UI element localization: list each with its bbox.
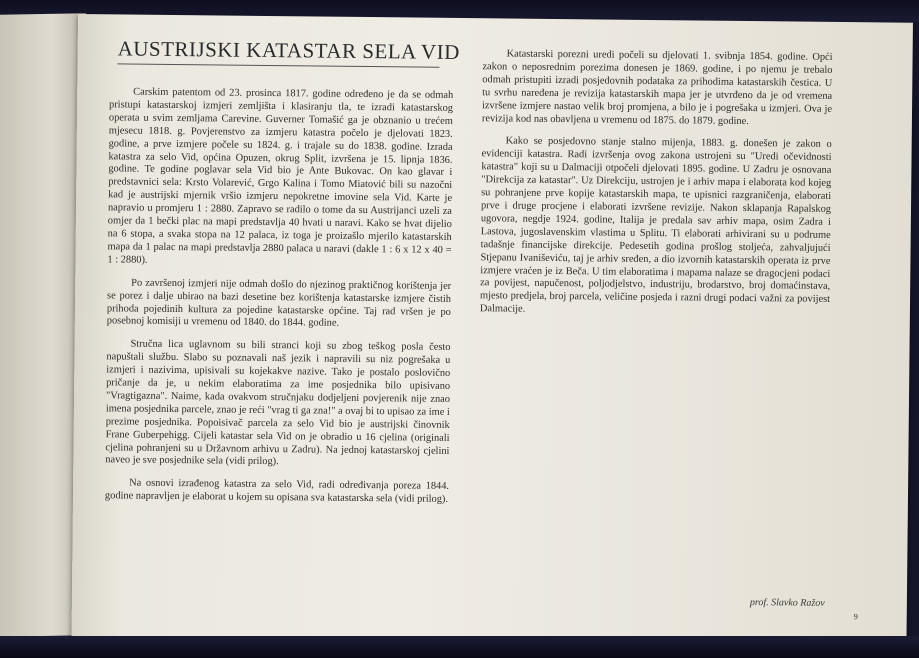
table-surface-bottom (0, 636, 919, 658)
left-column (105, 86, 453, 517)
paragraph-cadastre-evidence: Kako se posjedovno stanje stalno mijenja, 1883. g. donešen je zakon o evidenciji katastra. Radi izvršenja ovog zakona ustrojeni su "Uredi očevidnosti katastra" koji su u Dalmaciji otpočeli djelovati 1895. godine. U Zadru je osnovana "Direkcija za katastar". Uz Direkciju, ustrojen je i arhiv mapa i elaborata kod kojeg su pohranjene prve kopije katastarskih mapa, te upisnici razgraničenja, elaborati prve i druge procjene i elaborati izvršene revizije. Nakon sklapanja Rapalskog ugovora, negdje 1924. godine, Italija je predala sav arhiv mapa, osim Zadra i Lastova, jugoslavenskim vlastima u Splitu. Ti elaborati arhivirani su u podrume tadašnje financijske direkcije. Pedesetih godina prošlog stoljeća, zahvaljujući Stjepanu Ivaniševiću, taj je arhiv sređen, a dio izvornih katastarskih operata iz prve izmjere vraćen je iz Beča. U tim elaboratima i mapama nalaze se dragocjeni podaci za povijest, napučenost, poljodjelstvo, industriju, brodarstvo, broj domaćinstava, mjesto predjela, broj parcela, veličine posjeda i razni drugi podaci važni za povijest Dalmacije. (479, 135, 832, 315)
paragraph-after-survey: Po završenoj izmjeri nije odmah došlo do njezinog praktičnog korištenja jer se porez i dalje ubirao na bazi desetine bez korištenja katastarske izmjere čistih prihoda pojedinih kultura za pojedine katastarske općine. Taj rad vršen je po posebnoj komisiji u vremenu od 1840. do 1844. godine. (106, 277, 452, 330)
right-column (480, 48, 833, 330)
author-signature: prof. Slavko Ražov (749, 597, 825, 609)
paragraph-surveyors: Stručna lica uglavnom su bili stranci koji su zbog teškog posla često napuštali službu. Slabo su poznavali naš jezik i napravili su niz pogrešaka u izmjeri i nazivima, upisivali su kojekakve nazive. Tako je postalo poslovično pričanje da je, u nekim elaboratima za ime posjednika bilo upisivano "Vragtigazna". Naime, kada ovakvom stručnjaku dodjeljeni povjerenik nije znao imena posjednika parcele, znao je reći "vrag ti ga zna!" a ovaj bi to upisao za ime i prezime posjednika. Popoisivač parcela za selo Vid bio je austrijski činovnik Frane Guberpehigg. Cijeli katastar sela Vid on je obradio u 16 cjelina (originali cjelina pohranjeni su u Državnom arhivu u Zadru). Na jednoj katastarskoj cjelini naveo je sve posjednike sela (vidi prilog). (105, 338, 451, 468)
paragraph-cadastral-patent: Carskim patentom od 23. prosinca 1817. godine određeno je da se odmah pristupi katastarskoj izmjeri zemljišta i klasiranju tla, te izradi katastarskog operata u svim zemljama Carevine. Guverner Tomašić ga je obznanio u trećem mjesecu 1818. g. Povjerenstvo za izmjeru katastra počelo je djelovati 1823. godine, a prve izmjere počele su 1824. g. i trajale su do 1838. godine. Izrada katastra za selo Vid, općina Opuzen, okrug Split, izvršena je 15. lipnja 1836. godine. Te godine poglavar sela Vid bio je Ante Bukovac. On kao glavar i predstavnici sela: Krsto Volarević, Grgo Kalina i Tomo Miatović bili su nazočni kad je austrijski mjernik vršio izmjeru nepokretne imovine sela Vid. Karte je napravio u promjeru 1 : 2880. Zapravo se radilo o tome da su Austrijanci uzeli za omjer da 1 bečki plac na mapi predstavlja 40 hvati u naravi. Kako se hvat dijelio na 6 stopa, a svaka stopa na 12 palaca, iz toga je proizašlo mjerilo katastarskih mapa da 1 palac na mapi predstavlja 2880 palaca u naravi (dakle 1 : 6 x 12 x 40 = 1 : 2880). (107, 86, 454, 266)
page-title: AUSTRIJSKI KATASTAR SELA VID (117, 36, 460, 64)
paragraph-tax-elaborate: Na osnovi izrađenog katastra za selo Vid, radi određivanja poreza 1844. godine napravljen je elaborat u kojem su opisana sva katastarska sela (vidi prilog). (104, 477, 450, 506)
book-page (71, 14, 912, 647)
paragraph-tax-offices: Katastarski porezni uredi počeli su djelovati 1. svibnja 1854. godine. Opći zakon o neposrednim porezima donesen je 1869. godine, i po njemu je trebalo odmah pristupiti izradi posjedovnih podataka za prihodima katastarskih čestica. U tu svrhu naređena je revizija katastarskih mapa jer je utvrđeno da je od vremena izvršene izmjere nastao velik broj promjena, a bilo je i pogrešaka u izmjeri. Ova je revizija kod nas obavljena u vremenu od 1875. do 1879. godine. (481, 48, 833, 127)
page-number: 9 (853, 612, 858, 622)
